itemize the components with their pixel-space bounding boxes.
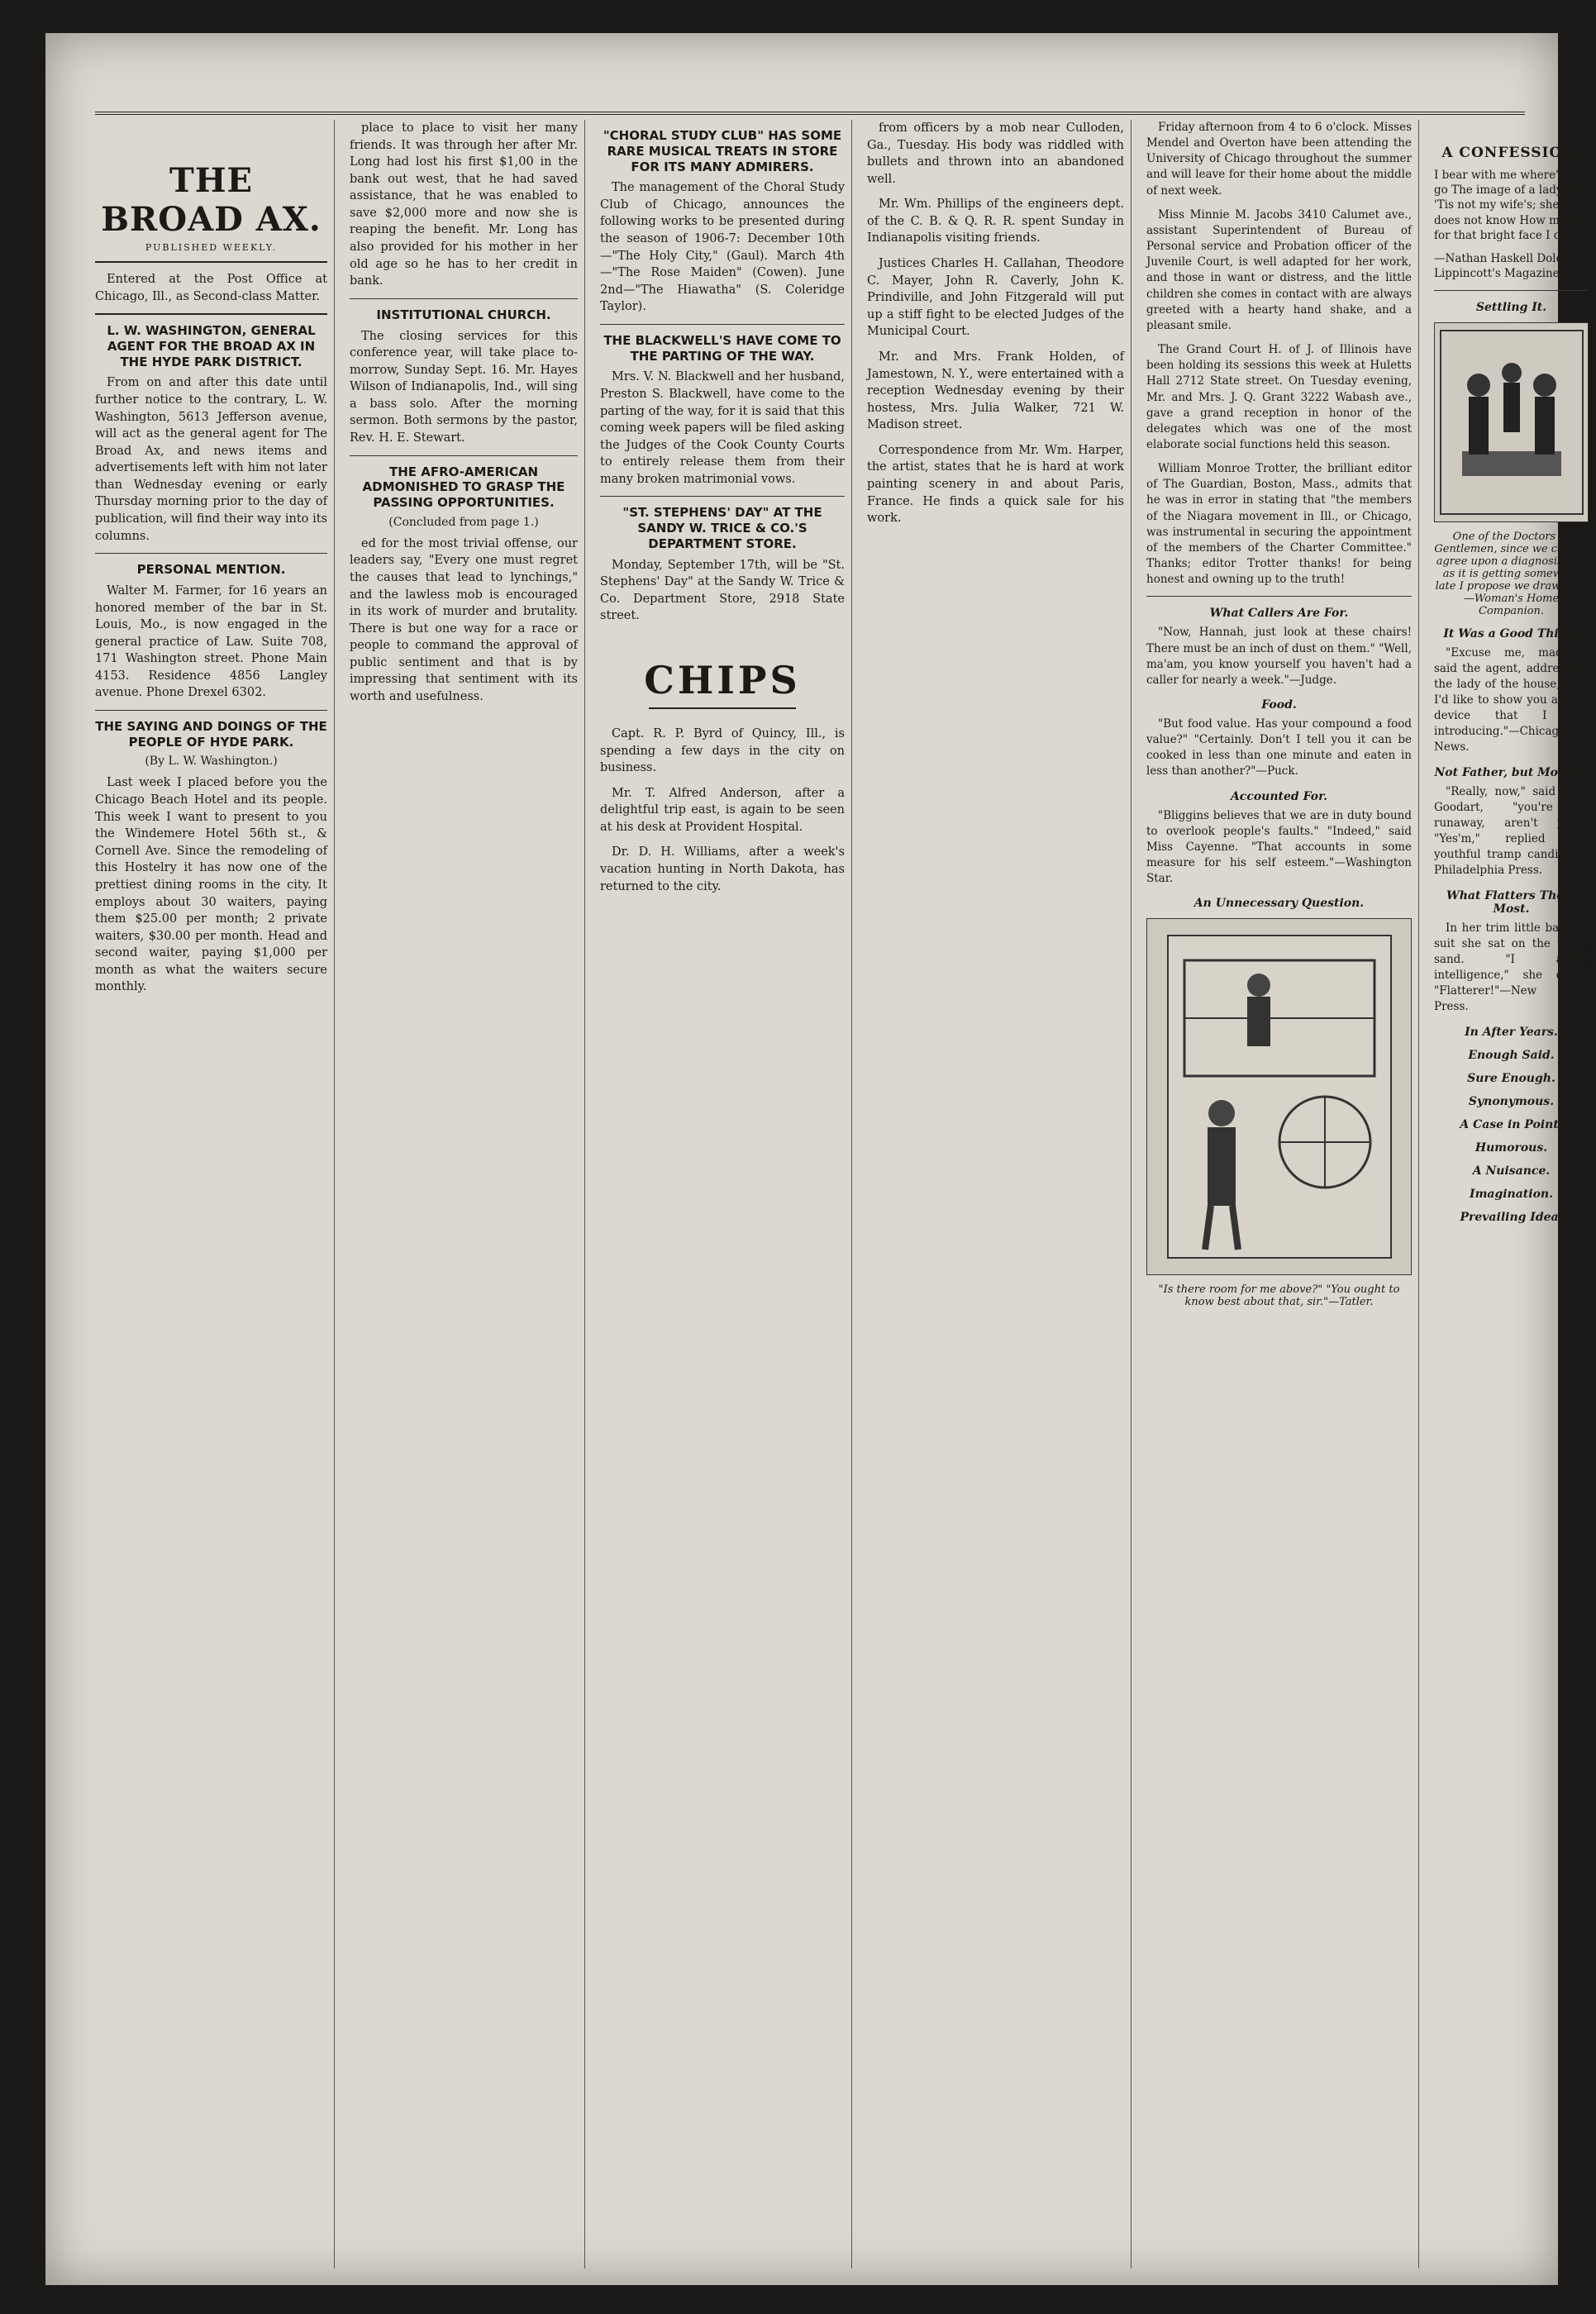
- flatters-text: In her trim little bathing suit she sat on the white sand. "I adore intelligence," she cried. "Flatterer!"—New York Press.: [1434, 921, 1589, 1014]
- blackwell-heading: THE BLACKWELL'S HAVE COME TO THE PARTING OF THE WAY.: [603, 332, 841, 364]
- stephens-text: Monday, September 17th, will be "St. Stephens' Day" at the Sandy W. Trice & Co. Department Store, 2918 State street.: [600, 558, 845, 623]
- streetcar-illustration: [1146, 918, 1412, 1275]
- not-father-text: "Really, now," said Mrs. Goodart, "you're a runaway, aren't you?" "Yes'm," replied the youthful tramp candidly.—Philadelphia Press.: [1434, 784, 1589, 878]
- confession-title: A CONFESSION.: [1441, 145, 1581, 161]
- news-item: Justices Charles H. Callahan, Theodore C. Mayer, John R. Caverly, John K. Prindiville, and John Fitzgerald will put up a stiff fight to be elected Judges of the Municipal Court.: [867, 257, 1124, 339]
- confession-verse: I bear with me where'er I go The image of a lady fair. 'Tis not my wife's; she does not know How much for that bright face I care.: [1434, 169, 1589, 242]
- chips-rule: [649, 707, 796, 709]
- divider: [95, 553, 327, 554]
- humorous-heading: Humorous.: [1475, 1140, 1548, 1155]
- prevailing-heading: Prevailing Idea.: [1460, 1210, 1563, 1224]
- column-2: [350, 120, 585, 2269]
- good-thing-heading: It Was a Good Thing.: [1443, 626, 1579, 640]
- question-caption: "Is there room for me above?" "You ought to know best about that, sir."—Tatler.: [1158, 1283, 1400, 1309]
- accounted-heading: Accounted For.: [1230, 789, 1328, 803]
- admonish-text: ed for the most trivial offense, our leaders say, "Every one must regret the causes that lead to lynchings," and the lawless mob is encouraged in its work of murder and brutality. There is but one way for a race or people to command the approval of public sentiment and that is by impressing that sentiment with its worth and usefulness.: [350, 536, 578, 704]
- news-item: Mr. Wm. Phillips of the engineers dept. of the C. B. & Q. R. R. spent Sunday in Indianapolis visiting friends.: [867, 198, 1124, 245]
- personal-text: Walter M. Farmer, for 16 years an honored member of the bar in St. Louis, Mo., is now engaged in the general practice of Law. Suite 708, 171 Washington street. Phone Main 4153. Residence 4856 Langley avenue. Phone Drexel 6302.: [95, 583, 327, 700]
- masthead-title: THE BROAD AX.: [101, 161, 322, 239]
- chips-title: CHIPS: [644, 657, 801, 702]
- divider: [95, 313, 327, 315]
- food-text: "But food value. Has your compound a food value?" "Certainly. Don't I tell you it can be cooked in less than one minute and eaten in less than another?"—Puck.: [1146, 717, 1412, 778]
- accounted-text: "Bliggins believes that we are in duty bound to overlook people's faults." "Indeed," said Miss Cayenne. "That accounts in some measure for his self esteem."—Washington Star.: [1146, 808, 1412, 886]
- agent-text: From on and after this date until further notice to the contrary, L. W. Washington, 5613 Jefferson avenue, will act as the general agent for The Broad Ax, and news items and advertisements left with him not later than Wednesday evening or early Thursday morning prior to the day of publication, will find their way into its columns.: [95, 376, 327, 543]
- settling-caption: One of the Doctors — Gentlemen, since we cannot agree upon a diagnosis and as it is getting somewhat late I propose we draw lots.—Woman's Home Companion.: [1434, 530, 1589, 617]
- hyde-park-text: Last week I placed before you the Chicago Beach Hotel and its people. This week I want to present to you the Windemere Hotel 56th st., & Cornell Ave. Since the remodeling of this Hostelry it has now one of the prettiest dining rooms in the city. It employs about 30 waiters, paying them $25.00 per month; 2 private waiters, $30.00 per month. Head and second waiter, paying $1,000 per month as what the waiters secure monthly.: [95, 776, 327, 994]
- callers-heading: What Callers Are For.: [1209, 607, 1349, 621]
- news-item: Friday afternoon from 4 to 6 o'clock. Misses Mendel and Overton have been attending the University of Chicago throughout the summer and will leave for their home about the middle of next week.: [1146, 121, 1412, 198]
- sure-heading: Sure Enough.: [1467, 1071, 1556, 1085]
- synonymous-heading: Synonymous.: [1468, 1094, 1555, 1108]
- column-5: [1146, 120, 1419, 2269]
- confession-poem: [1434, 168, 1589, 282]
- callers-text: "Now, Hannah, just look at these chairs! There must be an inch of dust on them." "Well, ma'am, you know yourself you haven't had a caller for nearly a week."—Judge.: [1146, 626, 1412, 687]
- hyde-park-byline: (By L. W. Washington.): [145, 755, 278, 769]
- column-1: [95, 120, 335, 2269]
- blackwell-text: Mrs. V. N. Blackwell and her husband, Preston S. Blackwell, have come to the parting of the way, for it is said that this coming week papers will be filed asking the Judges of the Cook County Courts to entirely release them from their many broken matrimonial vows.: [600, 370, 845, 486]
- divider: [600, 496, 845, 497]
- nuisance-heading: A Nuisance.: [1472, 1164, 1551, 1178]
- divider: [1434, 290, 1589, 291]
- divider: [350, 455, 578, 456]
- news-item: William Monroe Trotter, the brilliant editor of The Guardian, Boston, Mass., admits that he was in error in stating that "the members of the Niagara movement in Ill., or Chicago, was instrumental in securing the appointment of the members of the Charter Committee." Thanks; editor Trotter thanks! for being honest and owning up to the truth!: [1146, 462, 1412, 587]
- institutional-text: The closing services for this conference year, will take place to-morrow, Sunday Sept. 16. Mr. Hayes Wilson of Indianapolis, Ind., will sing a bass solo. After the morning sermon. Both sermons by the pastor, Rev. H. E. Stewart.: [350, 329, 578, 445]
- divider: [95, 261, 327, 263]
- confession-credit: —Nathan Haskell Dole in Lippincott's Magazine.: [1434, 252, 1577, 281]
- enough-heading: Enough Said.: [1468, 1048, 1555, 1062]
- doctors-cartoon-icon: [1437, 327, 1586, 517]
- personal-heading: PERSONAL MENTION.: [136, 562, 286, 578]
- long-story-text: place to place to visit her many friends. It was through her after Mr. Long had lost his first $1,00 in the bank out west, that he had saved assistance, that he was enabled to save $2,000 more and now she is reaping the benefit. Mr. Long has also provided for his mother in her old age so he has to her credit in bank.: [350, 121, 578, 288]
- streetcar-illustration-icon: [1160, 927, 1399, 1266]
- good-thing-text: "Excuse me, madam," said the agent, addressing the lady of the house, "but I'd like to show you a little device that I am introducing."—Chicago News.: [1434, 645, 1589, 755]
- news-item: Correspondence from Mr. Wm. Harper, the artist, states that he is hard at work painting scenery in and about Paris, France. He finds a quick sale for his work.: [867, 443, 1124, 526]
- newspaper-page: [45, 33, 1589, 2285]
- divider: [95, 710, 327, 711]
- point-heading: A Case in Point.: [1460, 1117, 1563, 1131]
- food-heading: Food.: [1261, 698, 1297, 712]
- hyde-park-heading: THE SAYING AND DOINGS OF THE PEOPLE OF HYDE PARK.: [95, 718, 327, 750]
- entered-notice: Entered at the Post Office at Chicago, Ill., as Second-class Matter.: [95, 273, 327, 303]
- divider: [1146, 596, 1412, 597]
- news-item: The Grand Court H. of J. of Illinois have been holding its sessions this week at Huletts Hall 2712 State street. On Tuesday evening, Mr. and Mrs. J. Q. Grant 3222 Wabash ave., gave a grand reception in honor of the delegates which was one of the most elaborate social functions held this season.: [1146, 343, 1412, 451]
- agent-heading: L. W. WASHINGTON, GENERAL AGENT FOR THE BROAD AX IN THE HYDE PARK DISTRICT.: [107, 323, 316, 369]
- doctors-cartoon: [1434, 322, 1589, 522]
- column-4: [867, 120, 1131, 2269]
- choral-heading: "CHORAL STUDY CLUB" HAS SOME RARE MUSICAL TREATS IN STORE FOR ITS MANY ADMIRERS.: [603, 128, 842, 174]
- chips-item: Capt. R. P. Byrd of Quincy, Ill., is spending a few days in the city on business.: [600, 726, 845, 775]
- news-item: Mr. and Mrs. Frank Holden, of Jamestown, N. Y., were entertained with a reception Wednesday evening by their hostess, Mrs. Julia Walker, 721 W. Madison street.: [867, 350, 1124, 432]
- stephens-heading: "ST. STEPHENS' DAY" AT THE SANDY W. TRICE & CO.'S DEPARTMENT STORE.: [622, 505, 822, 551]
- divider: [600, 324, 845, 325]
- news-item: from officers by a mob near Culloden, Ga., Tuesday. His body was riddled with bullets and thrown into an abandoned well.: [867, 121, 1124, 186]
- chips-item: Dr. D. H. Williams, after a week's vacation hunting in North Dakota, has returned to the city.: [600, 845, 845, 893]
- column-6: [1434, 120, 1595, 2269]
- masthead-frequency: PUBLISHED WEEKLY.: [145, 242, 278, 253]
- column-3: [600, 120, 852, 2269]
- admonish-concluded: (Concluded from page 1.): [388, 515, 539, 529]
- after-years-heading: In After Years.: [1465, 1025, 1558, 1039]
- imagination-heading: Imagination.: [1470, 1187, 1553, 1201]
- news-item: Miss Minnie M. Jacobs 3410 Calumet ave., assistant Superintendent of Bureau of Personal service and Probation officer of the Juvenile Court, is well adapted for her work, and those in want or distress, and the little children she comes in contact with are always greeted with a hearty hand shake, and a pleasant smile.: [1146, 207, 1412, 332]
- columns: [95, 120, 1589, 2269]
- institutional-heading: INSTITUTIONAL CHURCH.: [376, 307, 551, 322]
- settling-heading: Settling It.: [1475, 300, 1547, 314]
- chips-item: Mr. T. Alfred Anderson, after a delightful trip east, is again to be seen at his desk at Provident Hospital.: [600, 786, 845, 834]
- question-heading: An Unnecessary Question.: [1193, 897, 1365, 911]
- not-father-heading: Not Father, but Mother.: [1434, 765, 1589, 779]
- admonish-heading: THE AFRO-AMERICAN ADMONISHED TO GRASP THE PASSING OPPORTUNITIES.: [362, 464, 565, 511]
- jokes-column: [1434, 627, 1589, 1224]
- choral-text: The management of the Choral Study Club of Chicago, announces the following works to be presented during the season of 1906-7: December 10th—"The Holy City," (Gaul). March 4th—"The Rose Maiden" (Cowen). June 2nd—"The Hiawatha" (S. Coleridge Taylor).: [600, 181, 845, 314]
- divider: [350, 298, 578, 299]
- flatters-heading: What Flatters Them Most.: [1446, 888, 1576, 916]
- top-rule: [95, 112, 1525, 115]
